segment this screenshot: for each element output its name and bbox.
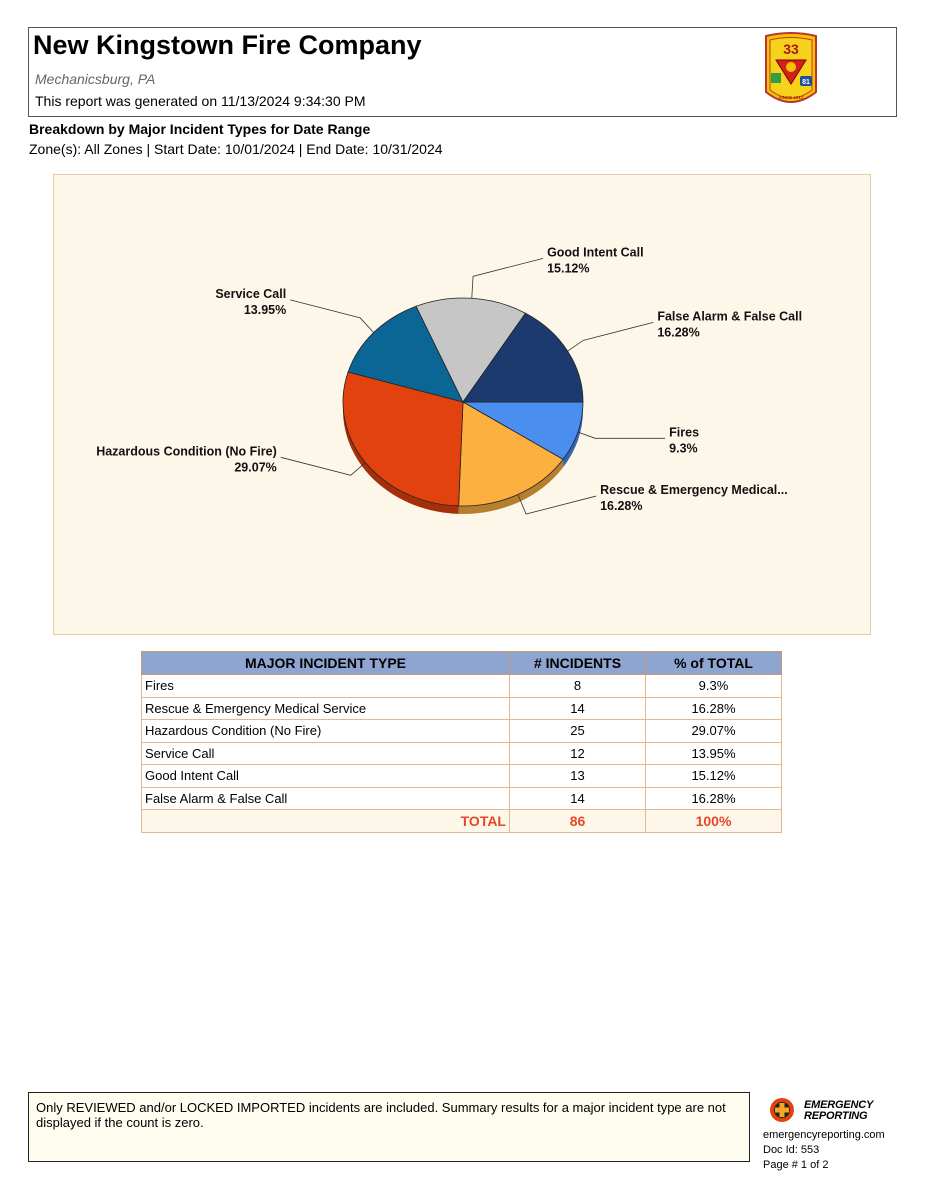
report-title: Breakdown by Major Incident Types for Date Range xyxy=(29,121,371,137)
slice-percent-0: 9.3% xyxy=(669,441,698,456)
logo-number: 33 xyxy=(783,41,799,57)
total-count: 86 xyxy=(510,810,646,833)
slice-percent-3: 13.95% xyxy=(243,302,287,317)
incident-table xyxy=(141,651,782,833)
leader-line-3 xyxy=(290,300,373,333)
slice-label-4: Good Intent Call xyxy=(547,245,644,260)
slice-percent-2: 29.07% xyxy=(234,460,277,475)
footer-meta xyxy=(763,1128,885,1173)
table-row xyxy=(142,742,782,765)
cell-type: False Alarm & False Call xyxy=(142,787,510,810)
slice-label-3: Service Call xyxy=(215,286,287,301)
leader-line-1 xyxy=(518,494,596,514)
cell-count: 8 xyxy=(510,675,646,698)
footer-doc-id: Doc Id: 553 xyxy=(763,1144,820,1156)
report-header xyxy=(28,27,897,117)
cell-count: 14 xyxy=(510,787,646,810)
fire-company-badge-icon xyxy=(762,32,820,110)
col-header-count: # INCIDENTS xyxy=(510,652,646,675)
leader-line-2 xyxy=(281,457,366,475)
slice-percent-5: 16.28% xyxy=(657,325,700,340)
table-row xyxy=(142,675,782,698)
slice-label-0: Fires xyxy=(669,425,700,440)
col-header-type: MAJOR INCIDENT TYPE xyxy=(142,652,510,675)
leader-line-0 xyxy=(578,432,665,438)
cell-count: 12 xyxy=(510,742,646,765)
emergency-reporting-brand xyxy=(804,1100,873,1122)
table-row xyxy=(142,720,782,743)
leader-line-5 xyxy=(568,322,654,351)
org-name: New Kingstown Fire Company xyxy=(33,30,422,60)
slice-label-2: Hazardous Condition (No Fire) xyxy=(96,444,277,459)
pie-chart xyxy=(54,175,872,636)
cell-percent: 29.07% xyxy=(646,720,782,743)
brand-line-2: REPORTING xyxy=(804,1110,868,1122)
slice-percent-1: 16.28% xyxy=(600,499,643,514)
report-filter-summary: Zone(s): All Zones | Start Date: 10/01/2024 | End Date: 10/31/2024 xyxy=(29,141,443,157)
slice-label-5: False Alarm & False Call xyxy=(657,309,803,324)
logo-since: SINCE 1912 xyxy=(778,95,804,100)
cell-type: Fires xyxy=(142,675,510,698)
cell-percent: 13.95% xyxy=(646,742,782,765)
cell-type: Service Call xyxy=(142,742,510,765)
table-total-row xyxy=(142,810,782,833)
cell-percent: 9.3% xyxy=(646,675,782,698)
brand-line-1: EMERGENCY xyxy=(804,1099,874,1111)
total-label: TOTAL xyxy=(142,810,510,833)
cell-count: 14 xyxy=(510,697,646,720)
cell-type: Good Intent Call xyxy=(142,765,510,788)
total-percent: 100% xyxy=(646,810,782,833)
slice-label-1: Rescue & Emergency Medical... xyxy=(600,483,788,498)
cell-percent: 15.12% xyxy=(646,765,782,788)
table-row xyxy=(142,765,782,788)
cell-count: 25 xyxy=(510,720,646,743)
cell-type: Hazardous Condition (No Fire) xyxy=(142,720,510,743)
footer-page-number: Page # 1 of 2 xyxy=(763,1159,829,1171)
org-location: Mechanicsburg, PA xyxy=(35,71,156,87)
cell-percent: 16.28% xyxy=(646,697,782,720)
leader-line-4 xyxy=(472,258,543,298)
cell-percent: 16.28% xyxy=(646,787,782,810)
generated-timestamp: This report was generated on 11/13/2024 9:34:30 PM xyxy=(35,93,366,109)
pie-chart-panel xyxy=(53,174,871,635)
table-header-row xyxy=(142,652,782,675)
col-header-percent: % of TOTAL xyxy=(646,652,782,675)
cell-count: 13 xyxy=(510,765,646,788)
table-row xyxy=(142,697,782,720)
logo-route: 81 xyxy=(802,79,810,86)
cell-type: Rescue & Emergency Medical Service xyxy=(142,697,510,720)
footer-website: emergencyreporting.com xyxy=(763,1129,885,1141)
table-row xyxy=(142,787,782,810)
footer-note: Only REVIEWED and/or LOCKED IMPORTED incidents are included. Summary results for a major incident type are not displayed if the count is zero. xyxy=(28,1092,750,1162)
slice-percent-4: 15.12% xyxy=(547,261,590,276)
